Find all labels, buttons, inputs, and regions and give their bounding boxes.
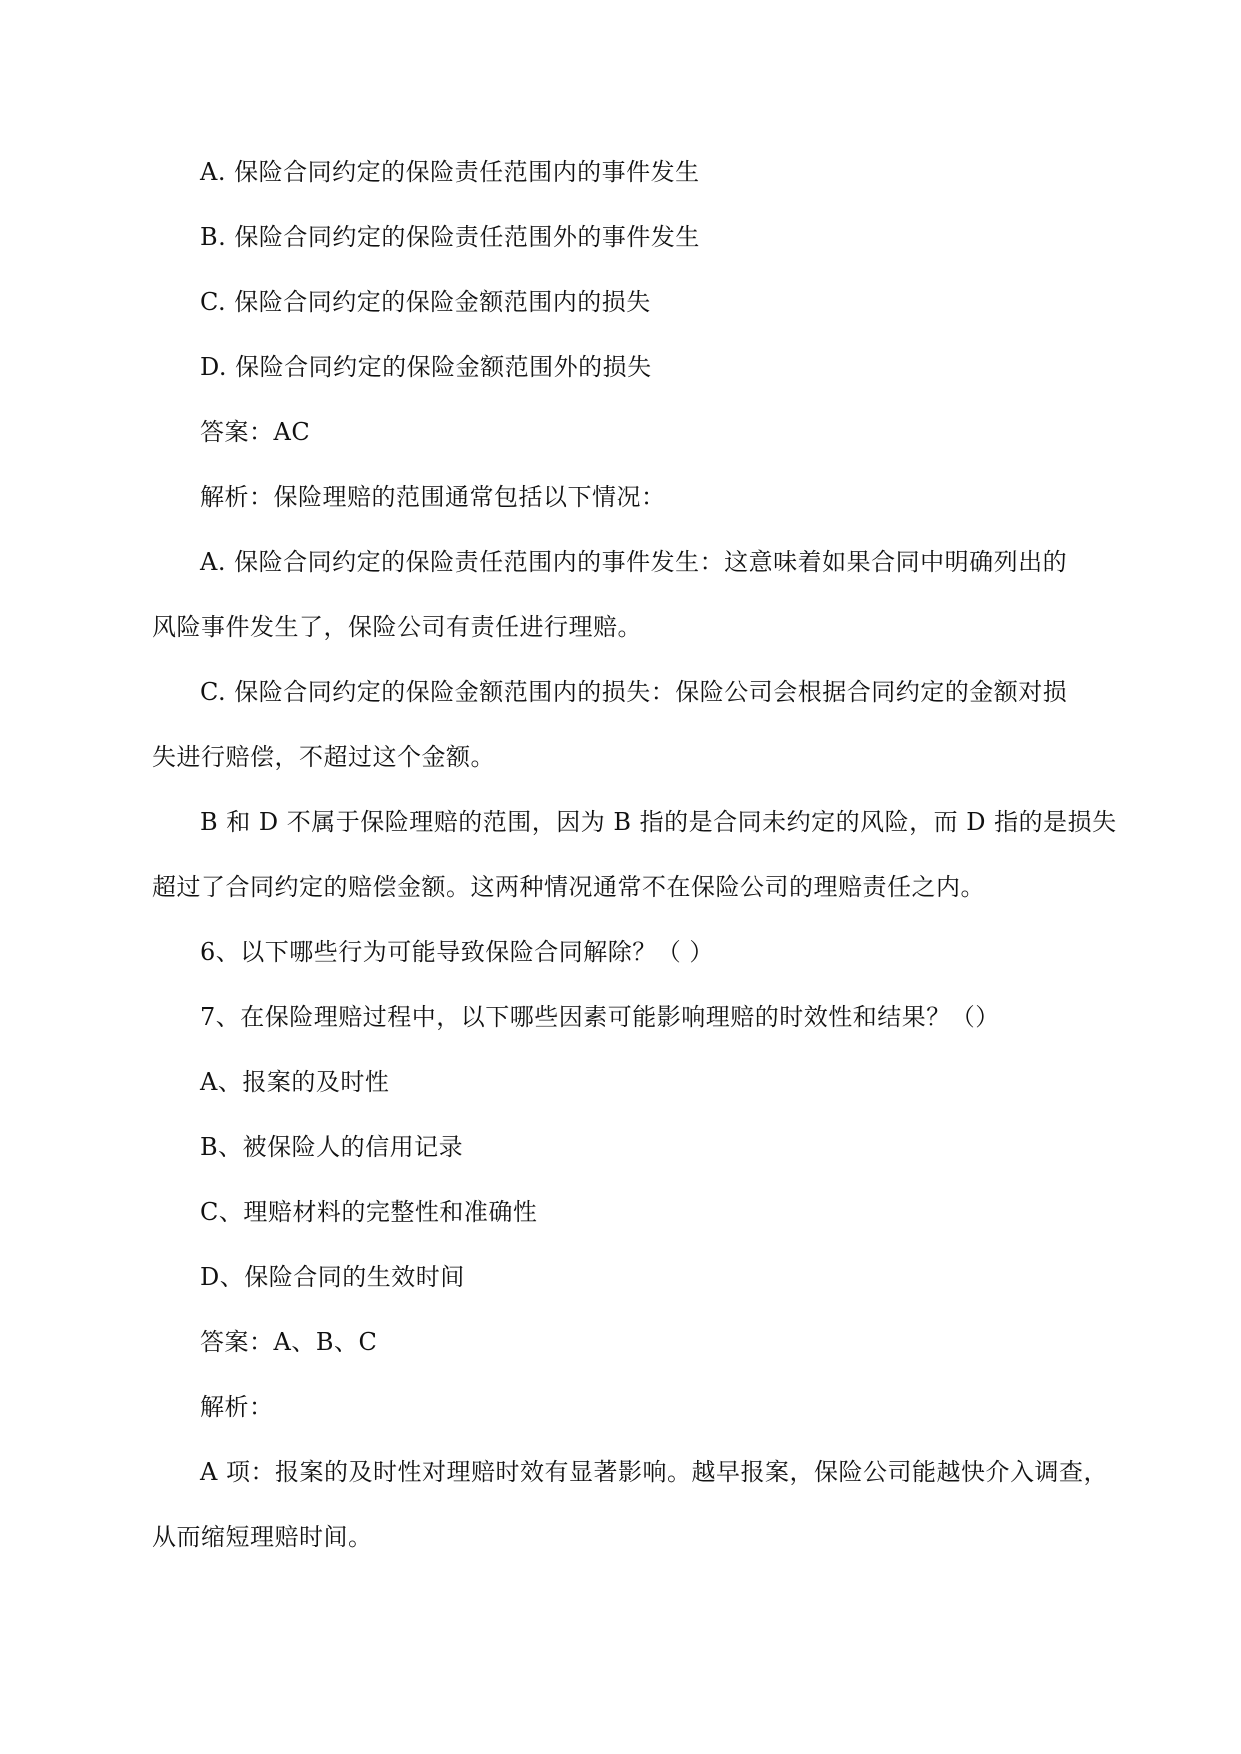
question-6: 6、以下哪些行为可能导致保险合同解除？（ ） — [200, 938, 714, 966]
answer-line: 答案：A、B、C — [200, 1328, 378, 1356]
paragraph-continuation: 从而缩短理赔时间。 — [152, 1523, 373, 1551]
analysis-heading: 解析： — [200, 1393, 274, 1421]
analysis-paragraph-a — [152, 530, 1092, 660]
option-d: D. 保险合同约定的保险金额范围外的损失 — [200, 353, 652, 381]
question-7: 7、在保险理赔过程中，以下哪些因素可能影响理赔的时效性和结果？（） — [200, 1003, 1000, 1031]
question-7-option-a: A、报案的及时性 — [200, 1068, 390, 1096]
paragraph-continuation: 失进行赔偿，不超过这个金额。 — [152, 743, 495, 771]
analysis-paragraph-bd — [152, 790, 1117, 920]
paragraph-continuation: 超过了合同约定的赔偿金额。这两种情况通常不在保险公司的理赔责任之内。 — [152, 873, 985, 901]
question-7-option-c: C、理赔材料的完整性和准确性 — [200, 1198, 538, 1226]
question-7-option-d: D、保险合同的生效时间 — [200, 1263, 465, 1291]
paragraph-first-line: B 和 D 不属于保险理赔的范围，因为 B 指的是合同未约定的风险，而 D 指的是损失 — [200, 808, 1117, 836]
analysis-paragraph-a-item — [152, 1440, 1108, 1570]
option-b: B. 保险合同约定的保险责任范围外的事件发生 — [200, 223, 700, 251]
document-body — [152, 140, 1117, 1570]
answer-line: 答案：AC — [200, 418, 311, 446]
option-c: C. 保险合同约定的保险金额范围内的损失 — [200, 288, 651, 316]
paragraph-continuation: 风险事件发生了，保险公司有责任进行理赔。 — [152, 613, 642, 641]
analysis-heading: 解析：保险理赔的范围通常包括以下情况： — [200, 483, 666, 511]
option-a: A. 保险合同约定的保险责任范围内的事件发生 — [200, 158, 700, 186]
paragraph-first-line: A. 保险合同约定的保险责任范围内的事件发生：这意味着如果合同中明确列出的 — [200, 548, 1068, 576]
analysis-paragraph-c — [152, 660, 1092, 790]
paragraph-first-line: A 项：报案的及时性对理赔时效有显著影响。越早报案，保险公司能越快介入调查， — [200, 1458, 1108, 1486]
paragraph-first-line: C. 保险合同约定的保险金额范围内的损失：保险公司会根据合同约定的金额对损 — [200, 678, 1068, 706]
question-7-option-b: B、被保险人的信用记录 — [200, 1133, 464, 1161]
